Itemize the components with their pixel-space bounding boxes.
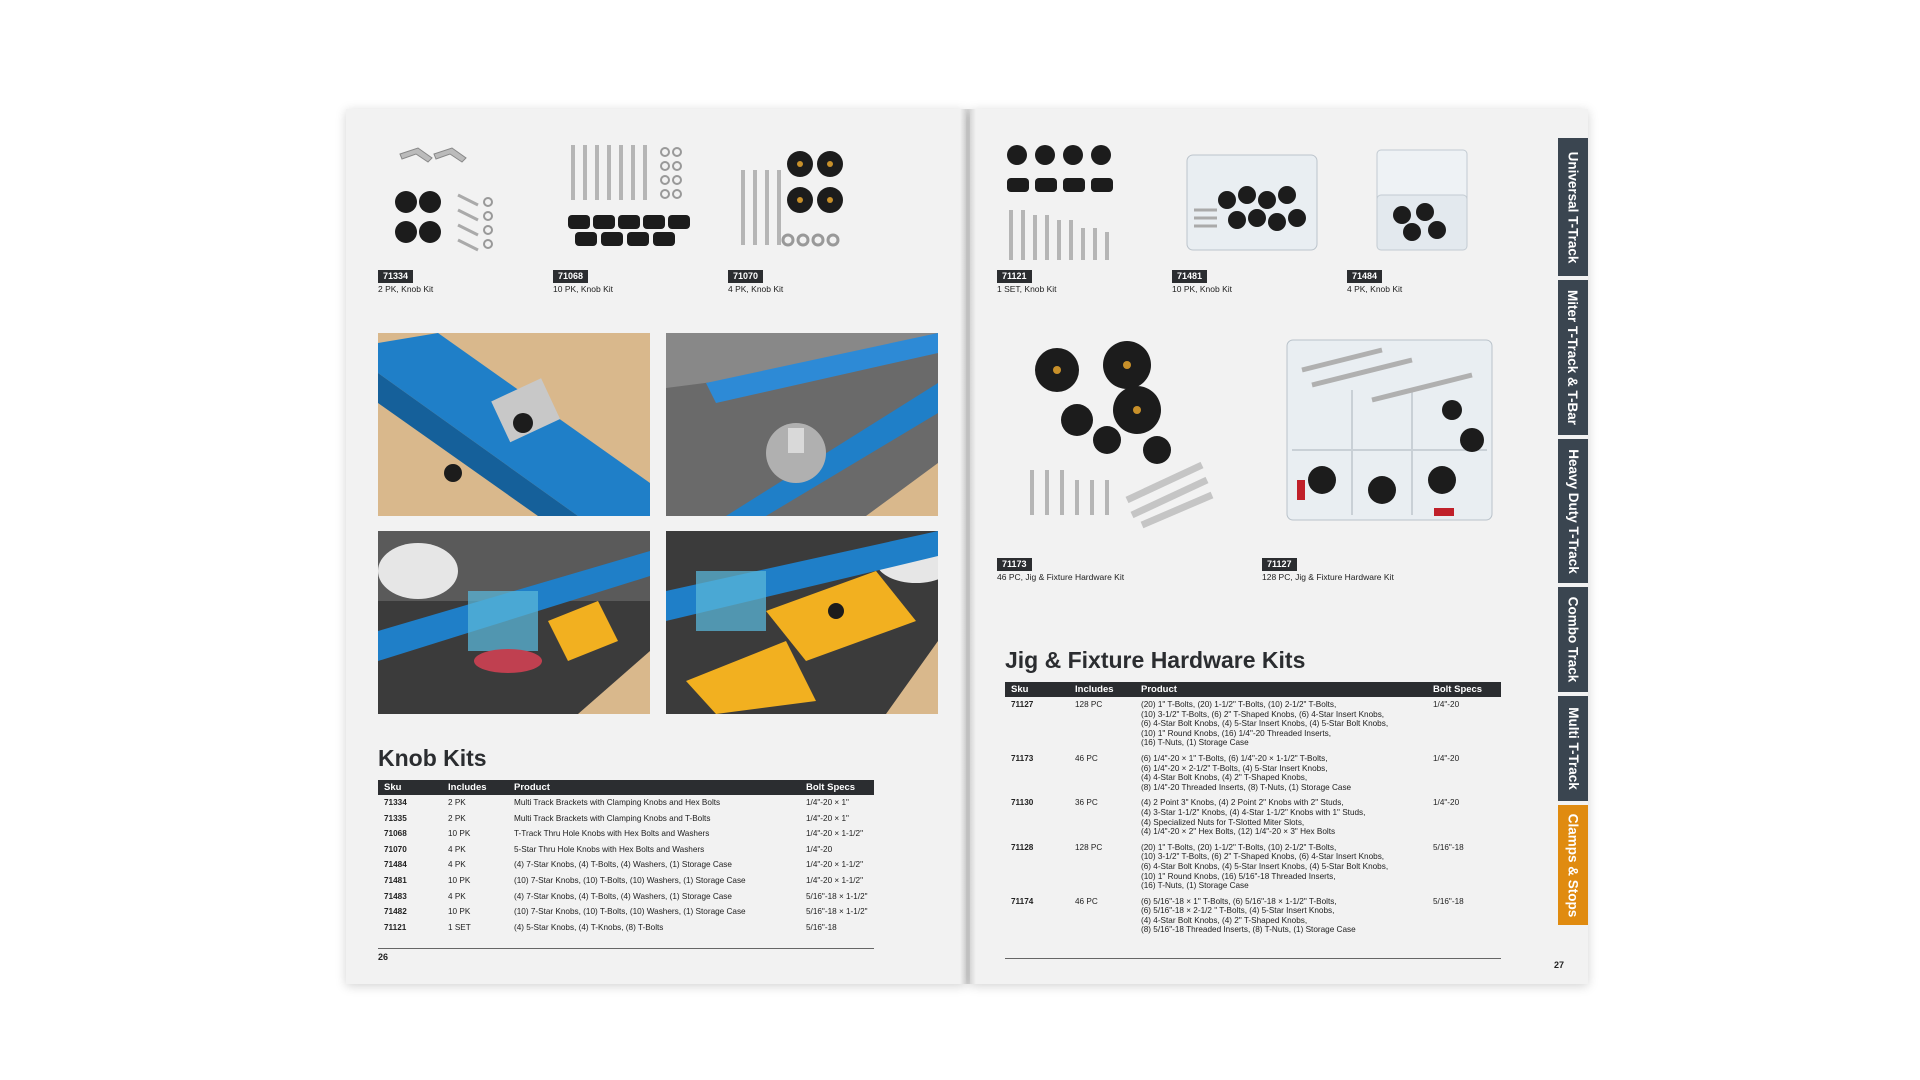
tab-universal-t-track[interactable] [1558, 138, 1588, 276]
product-caption: 1 SET, Knob Kit [997, 284, 1057, 294]
row-includes: 46 PC [1075, 753, 1098, 763]
sku-badge: 71173 [997, 558, 1032, 571]
table-row [378, 842, 874, 858]
row-sku: 71335 [384, 813, 407, 823]
row-product: (4) 7-Star Knobs, (4) T-Bolts, (4) Washers, (1) Storage Case [514, 860, 732, 870]
knob-kits-table [378, 780, 874, 935]
product-line: (6) 4-Star Bolt Knobs, (4) 5-Star Insert Knobs, (4) 5-Star Bolt Knobs, [1141, 719, 1389, 729]
table-row [1005, 751, 1501, 795]
product-tile[interactable] [1347, 140, 1512, 294]
sku-badge: 71481 [1172, 270, 1207, 283]
row-includes: 10 PK [448, 829, 471, 839]
hardware-kit-image [1017, 330, 1237, 530]
tab-clamps-stops[interactable] [1558, 805, 1588, 925]
tab-label: Combo Track [1565, 596, 1581, 683]
knob-kit-image [997, 140, 1162, 268]
column-header-includes: Includes [1069, 682, 1135, 697]
row-sku: 71481 [384, 875, 407, 885]
product-tile[interactable] [1262, 330, 1502, 582]
row-includes: 36 PC [1075, 798, 1098, 808]
product-line: (16) T-Nuts, (1) Storage Case [1141, 881, 1249, 891]
product-line: (4) 4-Star Bolt Knobs, (4) 2" T-Shaped Knobs, [1141, 773, 1308, 783]
hardware-kit-image [1282, 330, 1502, 530]
product-caption: 4 PK, Knob Kit [728, 284, 784, 294]
row-product: (10) 7-Star Knobs, (10) T-Bolts, (10) Washers, (1) Storage Case [514, 875, 746, 885]
row-sku: 71130 [1011, 798, 1034, 808]
sku-badge: 71070 [728, 270, 763, 283]
row-sku: 71070 [384, 844, 407, 854]
product-line: (4) 1/4"-20 × 2" Hex Bolts, (12) 1/4"-20 × 3" Hex Bolts [1141, 827, 1336, 837]
product-line: (10) 1" Round Knobs, (16) 5/16"-18 Threaded Inserts, [1141, 871, 1336, 881]
row-bolt-specs: 1/4"-20 [1433, 700, 1460, 709]
row-bolt-specs: 1/4"-20 [1433, 753, 1460, 763]
row-bolt-specs: 5/16"-18 [1433, 842, 1464, 852]
product-line: (6) 4-Star Bolt Knobs, (4) 5-Star Insert Knobs, (4) 5-Star Bolt Knobs, [1141, 861, 1389, 871]
table-row [1005, 697, 1501, 751]
table-bottom-rule [1005, 958, 1501, 959]
tab-combo-track[interactable] [1558, 587, 1588, 692]
row-includes: 10 PK [448, 907, 471, 917]
table-row [1005, 795, 1501, 839]
row-product [1135, 697, 1427, 751]
product-line: (8) 5/16"-18 Threaded Inserts, (8) T-Nuts, (1) Storage Case [1141, 925, 1356, 935]
row-bolt-specs: 1/4"-20 [806, 844, 833, 854]
table-row [378, 889, 874, 905]
table-row [378, 857, 874, 873]
product-caption: 128 PC, Jig & Fixture Hardware Kit [1262, 572, 1394, 582]
row-includes: 128 PC [1075, 700, 1103, 709]
jig-fixture-table [1005, 682, 1501, 938]
tab-miter-t-track[interactable] [1558, 280, 1588, 435]
table-row [1005, 840, 1501, 894]
row-product [1135, 840, 1427, 894]
column-header-sku: Sku [1005, 682, 1069, 697]
product-line: (6) 1/4"-20 × 2-1/2" T-Bolts, (4) 5-Star Insert Knobs, [1141, 763, 1328, 773]
product-tile[interactable] [553, 140, 718, 294]
product-caption: 2 PK, Knob Kit [378, 284, 434, 294]
row-bolt-specs: 1/4"-20 × 1-1/2" [806, 860, 864, 870]
row-includes: 10 PK [448, 875, 471, 885]
product-caption: 4 PK, Knob Kit [1347, 284, 1403, 294]
product-line: (10) 3-1/2" T-Bolts, (6) 2" T-Shaped Knobs, (6) 4-Star Insert Knobs, [1141, 852, 1385, 862]
tab-label: Heavy Duty T-Track [1565, 448, 1581, 574]
sku-badge: 71127 [1262, 558, 1297, 571]
product-tile[interactable] [1172, 140, 1337, 294]
row-bolt-specs: 5/16"-18 [1433, 896, 1464, 906]
row-product: T-Track Thru Hole Knobs with Hex Bolts and Washers [514, 829, 710, 839]
row-bolt-specs: 1/4"-20 × 1-1/2" [806, 875, 864, 885]
knob-kit-image [1172, 140, 1337, 268]
product-line: (4) Specialized Nuts for T-Slotted Miter Slots, [1141, 817, 1305, 827]
table-row [378, 920, 874, 936]
row-sku: 71483 [384, 891, 407, 901]
table-header-row [1005, 682, 1501, 697]
row-product: Multi Track Brackets with Clamping Knobs and T-Bolts [514, 813, 711, 823]
row-bolt-specs: 5/16"-18 × 1-1/2" [806, 891, 868, 901]
page-number: 27 [1554, 960, 1565, 970]
column-header-sku: Sku [378, 780, 442, 795]
row-includes: 2 PK [448, 798, 466, 807]
row-includes: 1 SET [448, 922, 471, 932]
row-sku: 71121 [384, 922, 407, 932]
product-caption: 10 PK, Knob Kit [553, 284, 614, 294]
product-caption: 10 PK, Knob Kit [1172, 284, 1233, 294]
product-tile[interactable] [728, 140, 893, 294]
row-bolt-specs: 1/4"-20 × 1-1/2" [806, 829, 864, 839]
table-row [378, 811, 874, 827]
sku-badge: 71121 [997, 270, 1032, 283]
tab-label: Multi T-Track [1565, 707, 1581, 790]
knob-kit-image [728, 140, 893, 268]
knob-kit-image [378, 140, 543, 268]
row-includes: 46 PC [1075, 896, 1098, 906]
product-line: (6) 1/4"-20 × 1" T-Bolts, (6) 1/4"-20 × 1-1/2" T-Bolts, [1141, 753, 1328, 763]
row-bolt-specs: 5/16"-18 × 1-1/2" [806, 907, 868, 917]
product-line: (8) 1/4"-20 Threaded Inserts, (8) T-Nuts, (1) Storage Case [1141, 782, 1352, 792]
row-sku: 71334 [384, 798, 407, 807]
row-sku: 71484 [384, 860, 407, 870]
row-includes: 2 PK [448, 813, 466, 823]
column-header-product: Product [1135, 682, 1427, 697]
tab-heavy-duty-t-track[interactable] [1558, 439, 1588, 583]
sku-badge: 71068 [553, 270, 588, 283]
product-line: (20) 1" T-Bolts, (20) 1-1/2" T-Bolts, (10) 2-1/2" T-Bolts, [1141, 842, 1337, 852]
row-bolt-specs: 1/4"-20 × 1" [806, 813, 849, 823]
product-line: (6) 5/16"-18 × 1" T-Bolts, (6) 5/16"-18 × 1-1/2" T-Bolts, [1141, 896, 1337, 906]
row-includes: 4 PK [448, 860, 466, 870]
row-product: (4) 7-Star Knobs, (4) T-Bolts, (4) Washers, (1) Storage Case [514, 891, 732, 901]
table-row [378, 795, 874, 811]
column-header-includes: Includes [442, 780, 508, 795]
tab-label: Miter T-Track & T-Bar [1565, 289, 1581, 426]
row-includes: 128 PC [1075, 842, 1103, 852]
section-title-knob-kits: Knob Kits [378, 745, 487, 771]
book-gutter [960, 109, 976, 984]
product-photo-track [378, 333, 650, 516]
tab-multi-t-track[interactable] [1558, 696, 1588, 801]
product-photo-featherboard [666, 531, 938, 714]
table-row [378, 904, 874, 920]
column-header-bolt-specs: Bolt Specs [1427, 682, 1501, 697]
table-row [378, 873, 874, 889]
product-photo-miter [666, 333, 938, 516]
table-header-row [378, 780, 874, 795]
sku-badge: 71484 [1347, 270, 1382, 283]
table-row [378, 826, 874, 842]
product-line: (10) 1" Round Knobs, (16) 1/4"-20 Threaded Inserts, [1141, 728, 1331, 738]
product-line: (4) 4-Star Bolt Knobs, (4) 2" T-Shaped Knobs, [1141, 915, 1308, 925]
product-tile[interactable] [997, 330, 1237, 582]
row-product: (4) 5-Star Knobs, (4) T-Knobs, (8) T-Bolts [514, 922, 664, 932]
row-product [1135, 795, 1427, 839]
row-sku: 71173 [1011, 753, 1034, 763]
knob-kit-image [553, 140, 718, 268]
row-sku: 71128 [1011, 842, 1034, 852]
product-line: (16) T-Nuts, (1) Storage Case [1141, 738, 1249, 748]
row-product [1135, 751, 1427, 795]
section-title-jig-fixture: Jig & Fixture Hardware Kits [1005, 647, 1306, 673]
table-row [1005, 894, 1501, 938]
table-bottom-rule [378, 948, 874, 949]
row-product: 5-Star Thru Hole Knobs with Hex Bolts and Washers [514, 844, 705, 854]
row-includes: 4 PK [448, 844, 466, 854]
column-header-product: Product [508, 780, 800, 795]
row-product [1135, 894, 1427, 938]
row-bolt-specs: 1/4"-20 × 1" [806, 798, 849, 807]
sku-badge: 71334 [378, 270, 413, 283]
product-tile[interactable] [997, 140, 1162, 294]
row-bolt-specs: 1/4"-20 [1433, 798, 1460, 808]
row-product: Multi Track Brackets with Clamping Knobs and Hex Bolts [514, 798, 721, 807]
row-sku: 71174 [1011, 896, 1034, 906]
row-includes: 4 PK [448, 891, 466, 901]
product-caption: 46 PC, Jig & Fixture Hardware Kit [997, 572, 1125, 582]
row-bolt-specs: 5/16"-18 [806, 922, 837, 932]
product-line: (4) 2 Point 3" Knobs, (4) 2 Point 2" Knobs with 2" Studs, [1141, 798, 1344, 808]
row-sku: 71068 [384, 829, 407, 839]
tab-label: Clamps & Stops [1565, 813, 1581, 917]
row-sku: 71127 [1011, 700, 1034, 709]
row-sku: 71482 [384, 907, 407, 917]
product-line: (10) 3-1/2" T-Bolts, (6) 2" T-Shaped Knobs, (6) 4-Star Insert Knobs, [1141, 709, 1385, 719]
product-photo-fence [378, 531, 650, 714]
product-line: (6) 5/16"-18 × 2-1/2 " T-Bolts, (4) 5-Star Insert Knobs, [1141, 906, 1335, 916]
row-product: (10) 7-Star Knobs, (10) T-Bolts, (10) Washers, (1) Storage Case [514, 907, 746, 917]
tab-label: Universal T-Track [1565, 151, 1581, 263]
product-tile[interactable] [378, 140, 543, 294]
page-number: 26 [378, 952, 389, 962]
product-line: (20) 1" T-Bolts, (20) 1-1/2" T-Bolts, (10) 2-1/2" T-Bolts, [1141, 700, 1337, 709]
column-header-bolt-specs: Bolt Specs [800, 780, 874, 795]
product-line: (4) 3-Star 1-1/2" Knobs, (4) 4-Star 1-1/2" Knobs with 1" Studs, [1141, 807, 1366, 817]
knob-kit-image [1347, 140, 1512, 268]
